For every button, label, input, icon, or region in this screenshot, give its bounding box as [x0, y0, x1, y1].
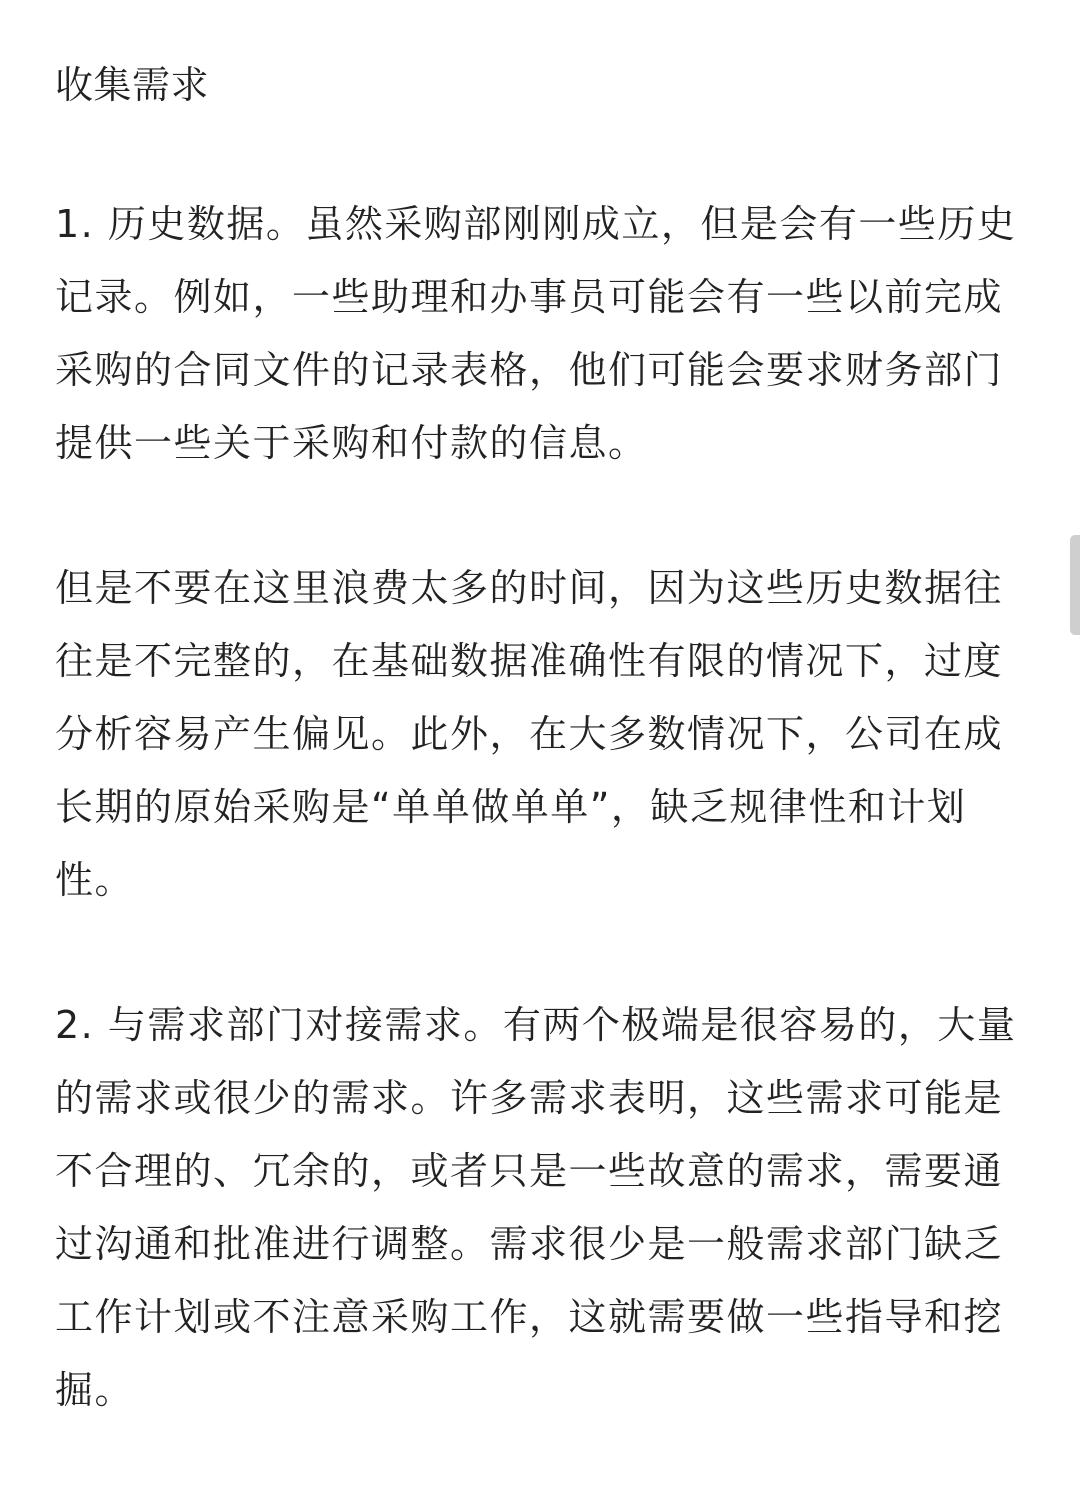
- paragraph-historical-data: 1. 历史数据。虽然采购部刚刚成立，但是会有一些历史记录。例如，一些助理和办事员可能会有一些以前完成采购的合同文件的记录表格，他们可能会要求财务部门提供一些关于采购和付款的信息。: [55, 202, 1017, 465]
- paragraph-department-requirements: 2. 与需求部门对接需求。有两个极端是很容易的，大量的需求或很少的需求。许多需求表明，这些需求可能是不合理的、冗余的，或者只是一些故意的需求，需要通过沟通和批准进行调整。需求很少是一般需求部门缺乏工作计划或不注意采购工作，这就需要做一些指导和挖掘。: [55, 1003, 1017, 1412]
- section-heading: 收集需求: [55, 63, 210, 107]
- article: [55, 48, 1030, 1499]
- scrollbar-thumb[interactable]: [1070, 535, 1080, 635]
- paragraph-data-caution: 但是不要在这里浪费太多的时间，因为这些历史数据往往是不完整的，在基础数据准确性有限的情况下，过度分析容易产生偏见。此外，在大多数情况下，公司在成长期的原始采购是“单单做单单”，缺乏规律性和计划性。: [55, 566, 1004, 902]
